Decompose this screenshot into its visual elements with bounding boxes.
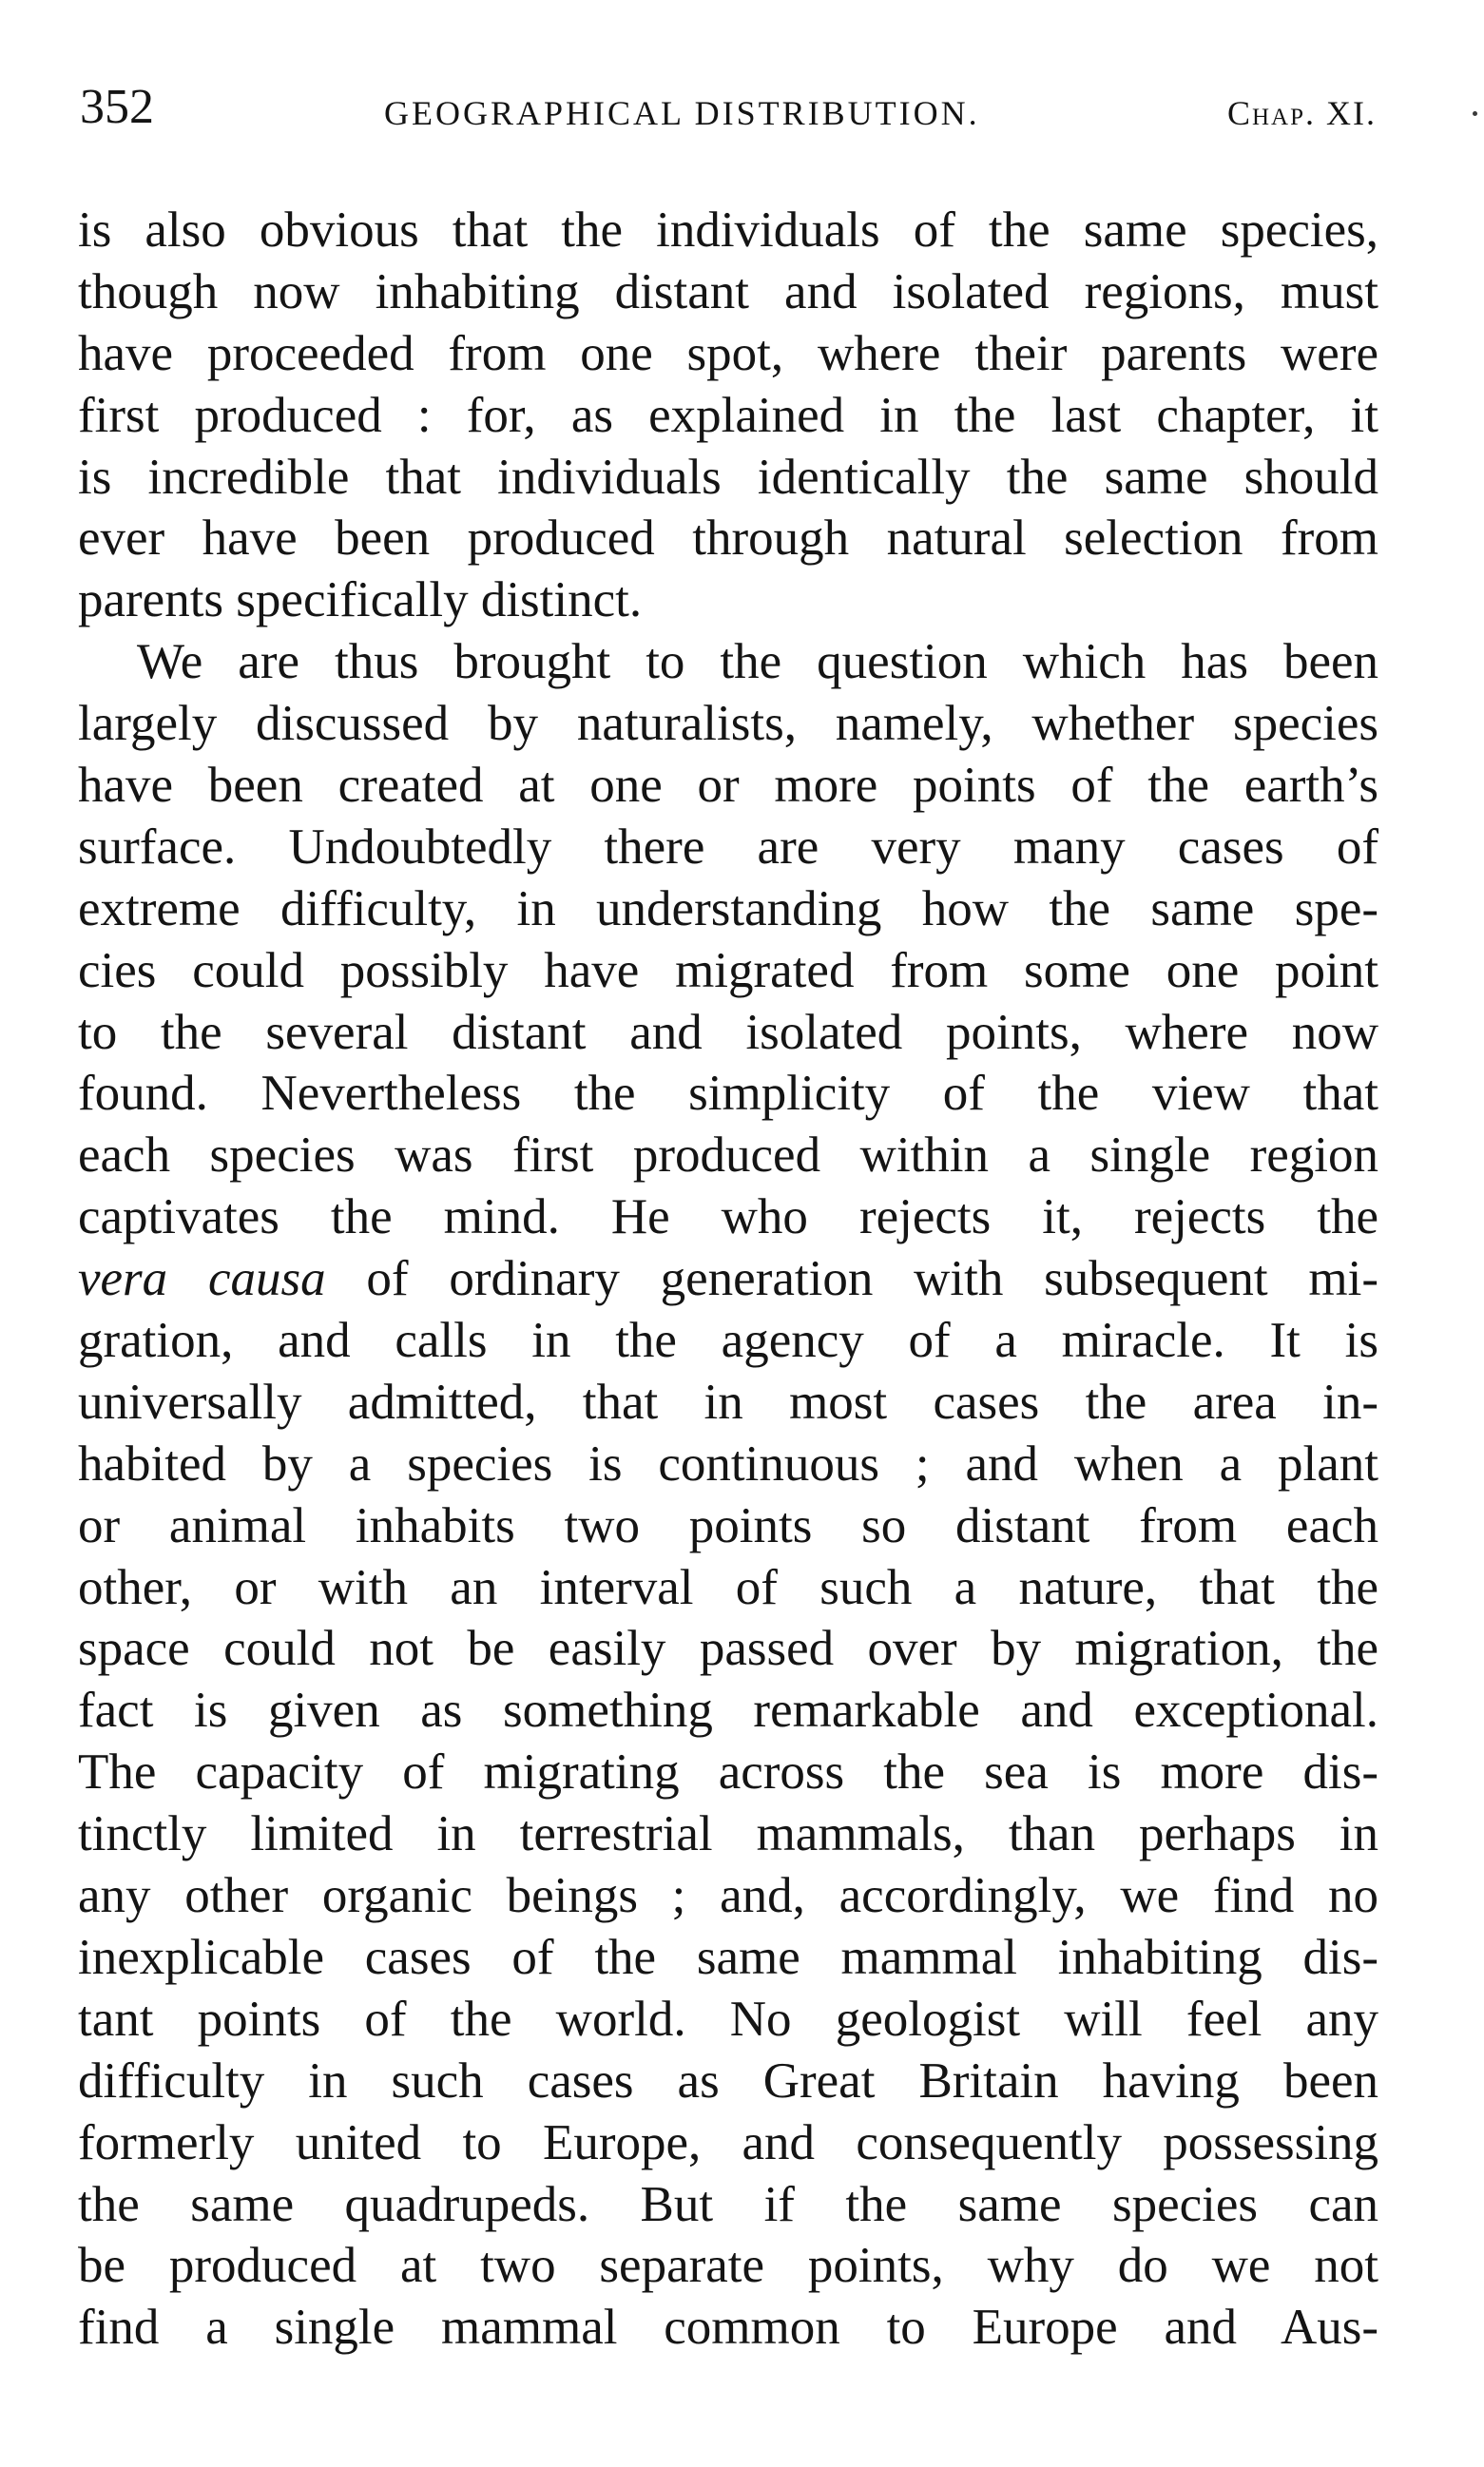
text-line: cies could possibly have migrated from some one point xyxy=(78,942,1378,998)
margin-mark xyxy=(1473,111,1477,116)
text-line: tinctly limited in terrestrial mammals, than perhaps in xyxy=(78,1806,1378,1862)
text-line: The capacity of migrating across the sea is more dis- xyxy=(78,1744,1378,1801)
text-line: or animal inhabits two points so distant from each xyxy=(78,1497,1378,1553)
chapter-reference: Chap. XI. xyxy=(1226,94,1377,132)
text-line: found. Nevertheless the simplicity of the view that xyxy=(78,1066,1378,1122)
italic-phrase: vera causa xyxy=(78,1251,326,1307)
text-line: extreme difficulty, in understanding how the same spe- xyxy=(78,880,1378,936)
text-line: inexplicable cases of the same mammal inhabiting dis- xyxy=(78,1929,1378,1985)
text-line: tant points of the world. No geologist will feel any xyxy=(78,1991,1378,2047)
text-line: space could not be easily passed over by migration, the xyxy=(78,1621,1378,1677)
text-line: have proceeded from one spot, where their parents were xyxy=(78,325,1378,381)
text-line: each species was first produced within a single region xyxy=(78,1127,1378,1184)
text-line: is incredible that individuals identically the same should xyxy=(78,449,1378,505)
text-line: have been created at one or more points of the earth’s xyxy=(78,758,1378,814)
text-line: to the several distant and isolated points, where now xyxy=(78,1004,1378,1060)
text-line: captivates the mind. He who rejects it, rejects the xyxy=(78,1189,1378,1245)
text-line: formerly united to Europe, and consequently possessing xyxy=(78,2114,1378,2170)
text-line: parents specifically distinct. xyxy=(78,572,643,628)
running-head: GEOGRAPHICAL DISTRIBUTION. xyxy=(384,94,980,132)
text-line: find a single mammal common to Europe and Aus- xyxy=(78,2300,1378,2356)
text-line: the same quadrupeds. But if the same species can xyxy=(78,2176,1378,2232)
text-line: gration, and calls in the agency of a miracle. It is xyxy=(78,1313,1378,1369)
text-line-with-italic xyxy=(78,1248,1378,1310)
text-line: largely discussed by naturalists, namely, whether species xyxy=(78,696,1378,752)
body-text xyxy=(78,200,1378,2359)
text-line: any other organic beings ; and, accordingly, we find no xyxy=(78,1868,1378,1924)
text-line: surface. Undoubtedly there are very many cases of xyxy=(78,819,1378,875)
text-line: other, or with an interval of such a nature, that the xyxy=(78,1559,1378,1615)
text-line: though now inhabiting distant and isolated regions, must xyxy=(78,263,1378,319)
text-line: habited by a species is continuous ; and when a plant xyxy=(78,1436,1378,1492)
text-line: first produced : for, as explained in the last chapter, it xyxy=(78,387,1378,443)
text-line: fact is given as something remarkable and exceptional. xyxy=(78,1683,1378,1739)
page-header xyxy=(80,74,1377,141)
paragraph-start-line: We are thus brought to the question which has been xyxy=(137,634,1378,690)
text-line: is also obvious that the individuals of the same species, xyxy=(78,202,1378,258)
text-line: ever have been produced through natural selection from xyxy=(78,511,1378,567)
text-line: difficulty in such cases as Great Britain having been xyxy=(78,2053,1378,2109)
page-number: 352 xyxy=(80,80,154,134)
text-line-rest: of ordinary generation with subsequent mi- xyxy=(366,1251,1379,1307)
text-line: universally admitted, that in most cases the area in- xyxy=(78,1374,1378,1430)
text-line: be produced at two separate points, why do we not xyxy=(78,2238,1378,2294)
